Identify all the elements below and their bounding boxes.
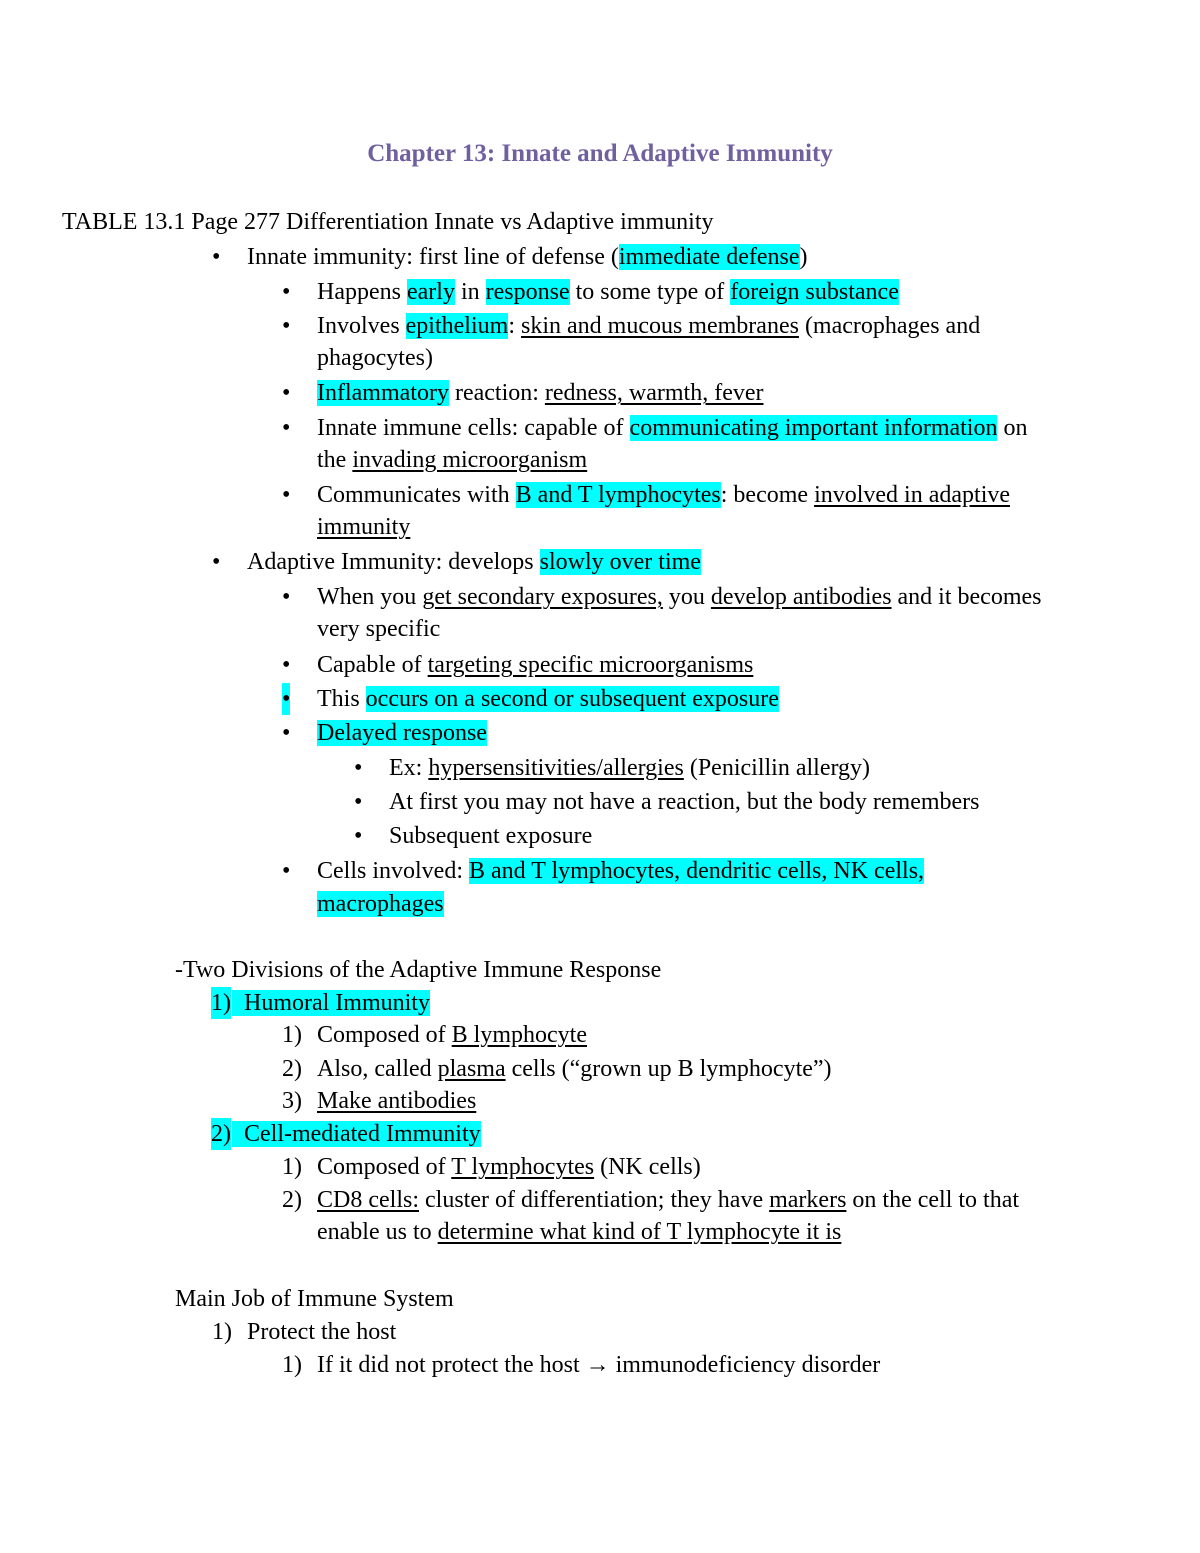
table-heading: TABLE 13.1 Page 277 Differentiation Innate vs Adaptive immunity [62, 209, 714, 235]
list-item: Cells involved: B and T lymphocytes, dendritic cells, NK cells, [317, 858, 925, 884]
bullet: • [354, 789, 363, 815]
list-item: This occurs on a second or subsequent exposure [317, 686, 779, 712]
section-heading: -Two Divisions of the Adaptive Immune Response [175, 957, 662, 983]
list-number: 1) [282, 1154, 302, 1180]
list-item-continuation: very specific [317, 616, 441, 642]
adaptive-immunity-item: Adaptive Immunity: develops slowly over time [247, 549, 701, 575]
list-item: Happens early in response to some type of foreign substance [317, 279, 899, 305]
list-item: Protect the host [247, 1319, 397, 1345]
list-number: 3) [282, 1088, 302, 1114]
bullet: • [282, 279, 291, 305]
sub-list-item: Subsequent exposure [389, 823, 593, 849]
list-item: Composed of T lymphocytes (NK cells) [317, 1154, 701, 1180]
bullet: • [282, 720, 291, 746]
page-title: Chapter 13: Innate and Adaptive Immunity [367, 140, 833, 167]
bullet: • [212, 244, 221, 270]
humoral-immunity-item: Humoral Immunity [232, 987, 430, 1019]
list-item: Composed of B lymphocyte [317, 1022, 587, 1048]
list-number: 1) [212, 1319, 232, 1345]
arrow-right-icon: → [585, 1352, 610, 1378]
list-item: Innate immune cells: capable of communicating important information on [317, 415, 1028, 441]
bullet: • [212, 549, 221, 575]
list-item-continuation: macrophages [317, 891, 444, 917]
cell-mediated-immunity-item: Cell-mediated Immunity [232, 1118, 481, 1150]
list-number: 1) [282, 1352, 302, 1378]
bullet: • [282, 380, 291, 406]
list-number: 2) [282, 1187, 302, 1213]
section-heading: Main Job of Immune System [175, 1286, 454, 1312]
innate-immunity-item: Innate immunity: first line of defense (immediate defense) [247, 244, 808, 270]
list-item: CD8 cells: cluster of differentiation; they have markers on the cell to that [317, 1187, 1020, 1213]
bullet: • [282, 584, 291, 610]
list-item-continuation: phagocytes) [317, 345, 433, 371]
list-item: Make antibodies [317, 1088, 477, 1114]
list-item: Also, called plasma cells (“grown up B lymphocyte”) [317, 1056, 832, 1082]
list-item: When you get secondary exposures, you develop antibodies and it becomes [317, 584, 1042, 610]
bullet: • [354, 755, 363, 781]
bullet: • [354, 823, 363, 849]
list-number: 2) [211, 1118, 231, 1150]
bullet: • [282, 858, 291, 884]
sub-list-item: At first you may not have a reaction, but the body remembers [389, 789, 980, 815]
list-number: 1) [282, 1022, 302, 1048]
list-item-continuation: the invading microorganism [317, 447, 588, 473]
list-item: Communicates with B and T lymphocytes: become involved in adaptive [317, 482, 1011, 508]
list-item-continuation: immunity [317, 514, 411, 540]
bullet: • [282, 482, 291, 508]
bullet: • [282, 415, 291, 441]
list-number: 1) [211, 987, 231, 1019]
bullet: • [282, 652, 291, 678]
list-item-continuation: enable us to determine what kind of T lymphocyte it is [317, 1219, 842, 1245]
list-number: 2) [282, 1056, 302, 1082]
list-item: Capable of targeting specific microorganisms [317, 652, 754, 678]
sub-list-item: Ex: hypersensitivities/allergies (Penicillin allergy) [389, 755, 871, 781]
bullet: • [282, 313, 291, 339]
list-item: Delayed response [317, 720, 487, 746]
bullet: • [282, 683, 290, 715]
list-item: If it did not protect the host → immunodeficiency disorder [317, 1352, 881, 1378]
list-item: Involves epithelium: skin and mucous membranes (macrophages and [317, 313, 981, 339]
list-item: Inflammatory reaction: redness, warmth, fever [317, 380, 764, 406]
